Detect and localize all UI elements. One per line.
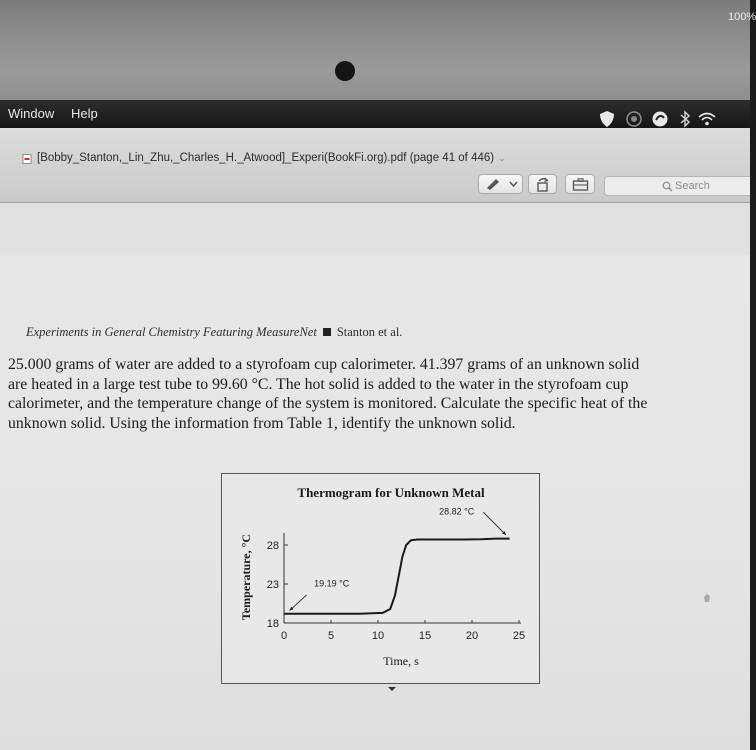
pdf-document-icon (22, 154, 32, 164)
y-tick-label: 18 (266, 618, 279, 630)
laptop-bezel (0, 0, 750, 100)
question-line: 25.000 grams of water are added to a styrofoam cup calorimeter. 41.397 grams of an unknown solid (8, 356, 640, 373)
rotate-icon (535, 177, 551, 192)
annotation-label: 28.82 °C (439, 506, 475, 517)
y-axis-label: Temperature, °C (239, 533, 253, 621)
search-input[interactable]: Search (604, 176, 750, 196)
chevron-down-icon (509, 181, 518, 187)
hand-cursor-icon (702, 592, 712, 604)
tunnel-icon[interactable] (625, 110, 643, 128)
menu-help[interactable]: Help (71, 106, 98, 121)
search-icon (662, 181, 673, 192)
x-axis-label: Time, s (383, 654, 419, 668)
camera (335, 61, 355, 81)
shield-icon[interactable] (598, 110, 616, 128)
rotate-button[interactable] (528, 174, 557, 194)
square-bullet-icon (323, 328, 331, 336)
x-tick-label: 25 (512, 630, 526, 642)
question-line: are heated in a large test tube to 99.60 °C. The hot solid is added to the water in the styrofoam cup (8, 375, 629, 393)
page-gap (0, 203, 750, 255)
pen-icon (485, 178, 501, 190)
y-tick-label: 28 (266, 540, 279, 552)
temperature-series-line (284, 539, 510, 614)
x-tick-label: 10 (371, 630, 385, 642)
bluetooth-icon[interactable] (676, 110, 694, 128)
book-authors: Stanton et al. (336, 325, 403, 339)
toolbox-button[interactable] (565, 174, 595, 194)
chevron-down-icon[interactable]: ⌄ (498, 153, 506, 163)
x-tick-label: 20 (465, 630, 479, 642)
x-tick-label: 0 (280, 630, 288, 642)
sync-icon[interactable] (651, 110, 669, 128)
question-line: calorimeter, and the temperature change of the system is monitored. Calculate the specific heat of the (8, 395, 648, 412)
running-head (26, 325, 402, 340)
chart-title: Thermogram for Unknown Metal (297, 485, 485, 500)
question-text (8, 355, 750, 433)
markup-pen-button[interactable] (478, 174, 523, 194)
document-title[interactable]: [Bobby_Stanton,_Lin_Zhu,_Charles_H._Atwood]_Experi(BookFi.org).pdf (page 41 of 446) ⌄ (37, 152, 506, 164)
wifi-icon[interactable] (698, 110, 716, 128)
menu-window[interactable]: Window (8, 106, 55, 121)
book-title: Experiments in General Chemistry Featuring MeasureNet (26, 325, 317, 339)
x-tick-label: 15 (418, 630, 432, 642)
annotation-label: 19.19 °C (314, 578, 350, 589)
y-tick-label: 23 (266, 579, 279, 591)
battery-percentage[interactable]: 100% (728, 11, 756, 23)
toolbox-icon (572, 178, 589, 191)
page-mark (388, 687, 396, 691)
question-line: unknown solid. Using the information from Table 1, identify the unknown solid. (8, 414, 516, 432)
annotation-arrow (483, 512, 506, 535)
thermogram-chart (221, 473, 540, 684)
x-tick-label: 5 (327, 630, 335, 642)
